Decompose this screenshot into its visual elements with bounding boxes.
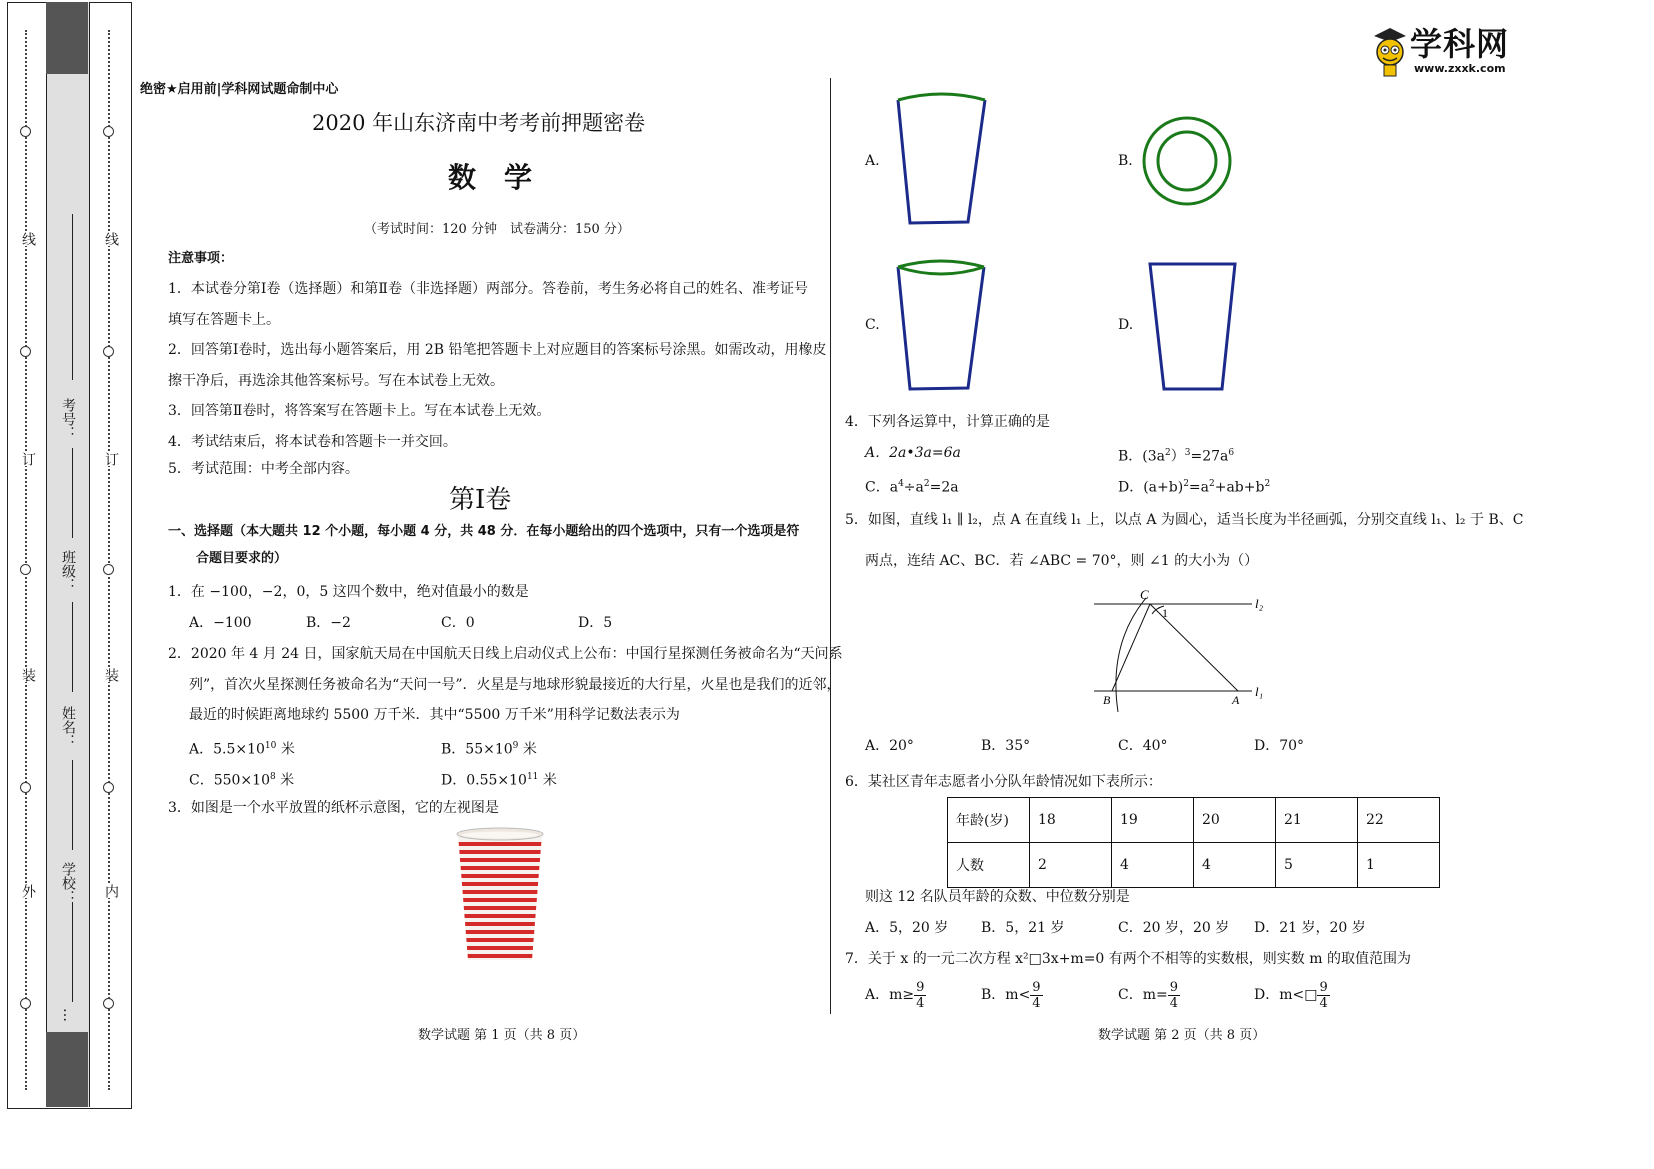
notice-1a: 1．本试卷分第Ⅰ卷（选择题）和第Ⅱ卷（非选择题）两部分。答卷前，考生务必将自己的姓名、准考证号 (168, 281, 808, 297)
q3-option-c-figure[interactable] (890, 255, 990, 395)
binding-dark-bottom (46, 1032, 88, 1107)
fraction-denominator: 4 (1032, 995, 1041, 1011)
q4-d-e1: 2 (1183, 479, 1189, 489)
school-field[interactable] (72, 760, 73, 850)
fraction-numerator: 9 (1319, 979, 1328, 995)
q4-c-2: ÷a (903, 479, 924, 496)
school-label: 学校： (60, 862, 76, 904)
outer-circle-1 (20, 126, 31, 137)
inner-label-xian: 线 (103, 232, 119, 246)
q4-b-e1: 2 (1165, 448, 1171, 458)
q3-option-c-label[interactable]: C. (865, 317, 880, 333)
notice-4: 4．考试结束后，将本试卷和答题卡一并交回。 (168, 434, 457, 450)
q7-option-b[interactable] (981, 978, 1043, 1012)
notice-5: 5．考试范围：中考全部内容。 (168, 461, 359, 477)
notice-2a: 2．回答第Ⅰ卷时，选出每小题答案后，用 2B 铅笔把答题卡上对应题目的答案标号涂黑。如需改动，用橡皮 (168, 342, 827, 358)
fraction-denominator: 4 (916, 995, 925, 1011)
q6-option-b[interactable]: B．5，21 岁 (981, 920, 1065, 936)
q2-c-unit: 米 (275, 772, 295, 789)
q1-option-b[interactable]: B．−2 (306, 615, 351, 631)
secret-header: 绝密★启用前|学科网试题命制中心 (140, 82, 339, 97)
cup-stripe (450, 858, 550, 862)
q4-b-3: =27a (1190, 448, 1229, 465)
q7-d-fraction (1317, 980, 1329, 1011)
fraction-denominator: 4 (1169, 995, 1178, 1011)
q5-point-a: A (1232, 693, 1240, 707)
binding-dark-top (46, 2, 88, 74)
q2-c-base: C．550×10 (189, 772, 270, 789)
table-cell: 18 (1030, 798, 1112, 843)
cup-stripe (450, 914, 550, 918)
q3-option-d-figure[interactable] (1142, 258, 1242, 394)
q4-d-3: +ab+b (1214, 479, 1265, 496)
exam-no-label: 考号： (60, 398, 76, 440)
inner-label-nei: 内 (103, 884, 119, 898)
class-label: 班级： (60, 550, 76, 592)
q4-c-3: =2a (929, 479, 959, 496)
fraction-denominator: 4 (1319, 995, 1328, 1011)
table-cell: 4 (1112, 843, 1194, 888)
inner-circle-5 (103, 998, 114, 1009)
q7-a-text: A．m≥ (865, 987, 915, 1003)
outer-dotted-line (25, 30, 27, 1090)
section1-heading: 一、选择题（本大题共 12 个小题，每小题 4 分，共 48 分．在每小题给出的四个选项中，只有一个选项是符 (168, 524, 800, 539)
logo-mascot-icon (1370, 26, 1410, 78)
q5-line1: 5．如图，直线 l₁ ∥ l₂，点 A 在直线 l₁ 上，以点 A 为圆心，适当长度为半径画弧，分别交直线 l₁、l₂ 于 B、C (845, 512, 1524, 528)
page2-footer: 数学试题 第 2 页（共 8 页） (1098, 1028, 1266, 1043)
q2-a-unit: 米 (276, 741, 295, 758)
section1-heading-2: 合题目要求的） (196, 551, 288, 566)
paper-cup-image (450, 824, 550, 966)
q4-b-1: B．(3a (1118, 448, 1166, 465)
q6-option-c[interactable]: C．20 岁，20 岁 (1118, 920, 1230, 936)
q5-line2: 两点，连结 AC、BC．若 ∠ABC = 70°，则 ∠1 的大小为（） (865, 553, 1259, 569)
table-cell: 19 (1112, 798, 1194, 843)
name-field[interactable] (72, 602, 73, 692)
notice-3: 3．回答第Ⅱ卷时，将答案写在答题卡上。写在本试卷上无效。 (168, 403, 551, 419)
q2-d-base: D．0.55×10 (441, 772, 527, 789)
outer-label-ding: 订 (20, 452, 36, 466)
q5-line-l2: l₂ (1255, 596, 1264, 611)
fraction-numerator: 9 (1032, 979, 1041, 995)
q7-c-text: C．m= (1118, 987, 1168, 1003)
q4-c-e2: 2 (923, 479, 930, 489)
q7-a-fraction (914, 980, 926, 1011)
q5-angle-1: 1 (1162, 606, 1168, 620)
q7-option-a[interactable] (865, 978, 926, 1012)
q7-b-fraction (1030, 980, 1042, 1011)
inner-circle-1 (103, 126, 114, 137)
q3-option-a-label[interactable]: A. (865, 153, 880, 169)
q6-stem: 6．某社区青年志愿者小分队年龄情况如下表所示： (845, 774, 1162, 790)
table-cell: 21 (1276, 798, 1358, 843)
cup-stripe (450, 850, 550, 854)
q4-option-c[interactable] (865, 476, 959, 496)
outer-label-wai: 外 (20, 884, 36, 898)
q2-line2: 列”，首次火星探测任务被命名为“天问一号”．火星是与地球形貌最接近的大行星，火星也是我们的近邻， (189, 677, 841, 693)
q3-option-d-label[interactable]: D. (1118, 317, 1134, 333)
q2-option-d[interactable] (441, 769, 557, 789)
q3-option-b-figure[interactable] (1140, 114, 1234, 208)
q2-d-unit: 米 (538, 772, 557, 789)
q2-option-b[interactable] (441, 738, 537, 758)
table-row (948, 798, 1440, 843)
q5-point-c: C (1140, 587, 1149, 602)
logo (1370, 24, 1530, 80)
inner-dotted-line (108, 30, 110, 1090)
q7-option-c[interactable] (1118, 978, 1180, 1012)
cup-stripe (450, 898, 550, 902)
q5-option-c[interactable]: C．40° (1118, 738, 1168, 754)
cup-stripe (450, 938, 550, 942)
q4-b-e3: 6 (1228, 448, 1235, 458)
q5-line-l1: l₁ (1255, 684, 1264, 699)
q2-a-exp: 10 (264, 741, 277, 751)
colon-dots: … (60, 1008, 76, 1022)
q4-option-d[interactable] (1118, 476, 1270, 496)
q4-option-a[interactable]: A．2a•3a=6a (865, 445, 961, 461)
q3-option-b-label[interactable]: B. (1118, 153, 1133, 169)
table-cell: 22 (1358, 798, 1440, 843)
inner-circle-3 (103, 564, 114, 575)
cup-stripe (450, 874, 550, 878)
inner-label-ding: 订 (103, 452, 119, 466)
outer-circle-2 (20, 346, 31, 357)
q7-stem: 7．关于 x 的一元二次方程 x²□3x+m=0 有两个不相等的实数根，则实数 m 的取值范围为 (845, 951, 1411, 967)
exam-no-field[interactable] (72, 214, 73, 380)
q2-line1: 2．2020 年 4 月 24 日，国家航天局在中国航天日线上启动仪式上公布：中国行星探测任务被命名为“天问系 (168, 646, 843, 662)
q4-d-e2: 2 (1209, 479, 1215, 489)
q6-age-table (947, 797, 1440, 888)
outer-circle-4 (20, 782, 31, 793)
outer-label-zhuang: 装 (20, 668, 36, 682)
q7-c-fraction (1168, 980, 1180, 1011)
q6-option-a[interactable]: A．5，20 岁 (865, 920, 949, 936)
inner-label-zhuang: 装 (103, 668, 119, 682)
q2-option-c[interactable] (189, 769, 294, 789)
q4-stem: 4．下列各运算中，计算正确的是 (845, 414, 1050, 430)
outer-circle-3 (20, 564, 31, 575)
q5-option-d[interactable]: D．70° (1254, 738, 1305, 754)
column-divider (830, 78, 831, 1014)
cup-stripe (450, 906, 550, 910)
class-field[interactable] (72, 448, 73, 538)
q4-d-e3: 2 (1264, 479, 1271, 489)
notice-title: 注意事项： (168, 251, 234, 266)
table-header-age: 年龄(岁) (948, 798, 1030, 843)
q7-d-text: D．m<□ (1254, 987, 1318, 1003)
q6-question: 则这 12 名队员年龄的众数、中位数分别是 (865, 889, 1130, 905)
table-cell: 5 (1276, 843, 1358, 888)
school-field-lower[interactable] (72, 902, 73, 1002)
page1-footer: 数学试题 第 1 页（共 8 页） (418, 1028, 586, 1043)
inner-circle-4 (103, 782, 114, 793)
q2-option-a[interactable] (189, 738, 295, 758)
q1-option-a[interactable]: A．−100 (189, 615, 252, 631)
q3-option-a-figure[interactable] (890, 90, 990, 230)
q4-b-e2: 3 (1184, 448, 1191, 458)
inner-circle-2 (103, 346, 114, 357)
fraction-numerator: 9 (1169, 979, 1178, 995)
notice-1b: 填写在答题卡上。 (168, 312, 280, 328)
q7-b-text: B．m< (981, 987, 1031, 1003)
q5-option-a[interactable]: A．20° (865, 738, 914, 754)
cup-stripe (450, 946, 550, 950)
table-cell: 1 (1358, 843, 1440, 888)
q2-b-exp: 9 (512, 741, 519, 751)
table-header-count: 人数 (948, 843, 1030, 888)
notice-2b: 擦干净后，再选涂其他答案标号。写在本试卷上无效。 (168, 373, 504, 389)
q2-d-exp: 11 (526, 772, 539, 782)
q5-geometry-figure (1090, 584, 1280, 714)
q4-d-2: =a (1188, 479, 1209, 496)
subject-title: 数 学 (448, 161, 533, 194)
volume-title: 第Ⅰ卷 (449, 485, 512, 515)
cup-stripe (450, 842, 550, 846)
q1-option-c[interactable]: C．0 (441, 615, 475, 631)
paper-title: 2020 年山东济南中考考前押题密卷 (312, 111, 646, 135)
q2-b-unit: 米 (518, 741, 537, 758)
table-row (948, 843, 1440, 888)
q5-option-b[interactable]: B．35° (981, 738, 1031, 754)
outer-circle-5 (20, 998, 31, 1009)
q5-point-b: B (1103, 693, 1111, 707)
cup-stripe (450, 930, 550, 934)
outer-label-xian: 线 (20, 232, 36, 246)
q4-b-2: ） (1170, 448, 1185, 465)
fraction-numerator: 9 (916, 979, 925, 995)
cup-stripe (450, 922, 550, 926)
exam-info: （考试时间：120 分钟 试卷满分：150 分） (364, 222, 630, 237)
table-cell: 2 (1030, 843, 1112, 888)
cup-stripe (450, 882, 550, 886)
q6-option-d[interactable]: D．21 岁，20 岁 (1254, 920, 1366, 936)
name-label: 姓名： (60, 706, 76, 748)
cup-stripe (450, 890, 550, 894)
q4-c-e1: 4 (898, 479, 904, 489)
q4-c-1: C．a (865, 479, 899, 496)
q3-stem: 3．如图是一个水平放置的纸杯示意图，它的左视图是 (168, 800, 499, 816)
logo-text: 学科网 (1410, 25, 1510, 63)
q2-b-base: B．55×10 (441, 741, 513, 758)
logo-url: www.zxxk.com (1414, 62, 1506, 75)
q4-option-b[interactable] (1118, 445, 1234, 465)
cup-stripe (450, 954, 550, 958)
q2-a-base: A．5.5×10 (189, 741, 265, 758)
q7-option-d[interactable] (1254, 978, 1330, 1012)
q4-d-1: D．(a+b) (1118, 479, 1184, 496)
q1-option-d[interactable]: D．5 (578, 615, 613, 631)
q2-line3: 最近的时候距离地球约 5500 万千米．其中“5500 万千米”用科学记数法表示为 (189, 707, 680, 723)
q1-stem: 1．在 −100，−2，0，5 这四个数中，绝对值最小的数是 (168, 584, 529, 600)
q2-c-exp: 8 (269, 772, 276, 782)
table-cell: 4 (1194, 843, 1276, 888)
cup-stripe (450, 866, 550, 870)
table-cell: 20 (1194, 798, 1276, 843)
